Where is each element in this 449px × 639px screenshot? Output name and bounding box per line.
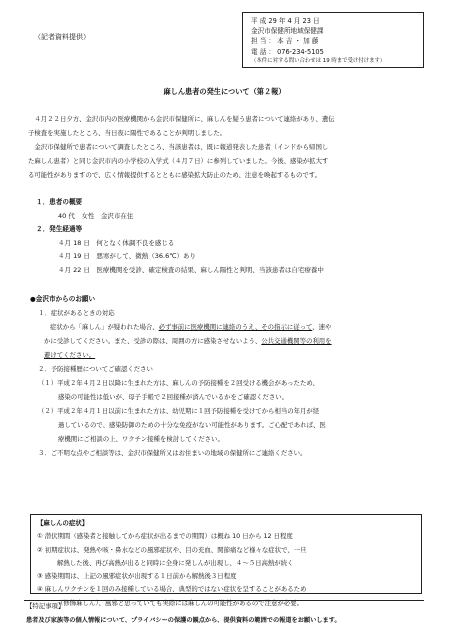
progress-item — [36, 237, 426, 251]
request-s3-line: ３．ご不明な点やご相談等は、金沢市保健所又はお住まいの地域の保健所にご連絡ください。 — [38, 449, 307, 457]
intro-line: ４月２２日夕方、金沢市内の医療機関から金沢市保健所に、麻しんを疑う患者について連絡があり、遺伝 — [34, 115, 335, 123]
release-date: 平 成 29 年 4 月 23 日 — [251, 17, 320, 25]
request-text: かに受診してください。また、受診の際は、周囲の方に感染させないよう、 — [44, 337, 262, 345]
request-s1-line — [30, 320, 422, 334]
contact-note: （本件に対する問い合わせは 19 時まで受け付けます） — [251, 57, 386, 64]
request-s2-line: （２）平成２年４月１日以前に生まれた方は、幼児期に１回予防接種を受けてから相当の年月が経 — [38, 407, 320, 415]
measles-heading: 【麻しんの症状】 — [37, 519, 89, 527]
contact-office: 金沢市保健所地域保健課 — [251, 27, 324, 36]
request-emphasis: 公共交通機関等の利用を — [261, 337, 332, 345]
special-notes-heading: 【特記事項】 — [26, 602, 65, 610]
special-notes-text: 患者及び家族等の個人情報について、プライバシーの保護の観点から、提供資料の範囲での報道をお願いします。 — [26, 617, 341, 624]
intro-line: る可能性がありますので、広く情報提供するとともに感染拡大防止のため、注意を喚起するものです。 — [28, 171, 322, 179]
progress-heading: ２．発生経過等 — [36, 225, 83, 233]
progress-text: 悪寒がして、微熱（36.6℃）あり — [96, 252, 197, 260]
patient-section — [36, 196, 426, 277]
progress-date: ４月 22 日 — [58, 265, 90, 274]
request-s2-line: 療機関にご相談の上、ワクチン接種を検討してください。 — [58, 435, 224, 443]
symptom-item-cont: 解熱した後、再び高熱が出ると同時に全身に発しんが出現し、４～５日高熱が続く — [57, 558, 294, 567]
contact-box — [242, 12, 424, 68]
request-s2-heading: ２．予防接種歴についてご確認ください — [38, 365, 153, 373]
request-s2-line: （１）平成２年４月２日以降に生まれた方は、麻しんの予防接種を２回受ける機会があったため、 — [38, 379, 319, 387]
progress-date: ４月 19 日 — [58, 252, 90, 260]
patient-summary: 40 代 女性 金沢市在住 — [58, 211, 134, 220]
press-release-tag: （記者資料提供） — [34, 33, 90, 41]
notes-divider — [24, 600, 424, 601]
request-s1-line — [30, 334, 422, 348]
progress-text: 何となく体調不良を感じる — [96, 238, 175, 247]
city-request-section — [30, 292, 422, 460]
request-s1-line: 避けてください。 — [44, 351, 96, 359]
symptom-item: ④ 麻しんワクチンを１回のみ接種している場合、典型的ではない症状を呈することがあるため — [37, 585, 307, 594]
symptom-item: ② 初期症状は、発熱や咳・鼻水などの風邪症状や、目の充血、関節痛など様々な症状で、一旦 — [37, 545, 307, 554]
contact-phone: 電 話 ： 076-234-5105 — [251, 47, 324, 56]
request-heading: ●金沢市からのお願い — [30, 295, 96, 303]
document-title: 麻しん患者の発生について（第２報） — [163, 87, 286, 96]
request-s1-heading: １．症状があるときの対応 — [38, 309, 115, 317]
request-emphasis: 必ず事前に医療機関に連絡のうえ、その指示に従って — [158, 323, 313, 331]
intro-line: 子検査を実施したところ、当日夜に陽性であることが判明しました。 — [28, 129, 227, 137]
symptom-item-cont: （修飾麻しん）、風邪と思っていても実際には麻しんの可能性があるので注意が必要。 — [57, 598, 304, 607]
request-s2-line: 過しているので、感染防御のための十分な免疫がない可能性があります。ご心配であれば、医 — [58, 421, 326, 429]
progress-date: ４月 18 日 — [58, 238, 90, 247]
progress-item — [36, 250, 426, 264]
contact-staff: 担 当 ： 本 吉 ・ 加 藤 — [251, 37, 319, 46]
request-text: 、速や — [312, 323, 332, 331]
request-s2-line: 感染の可能性は低いが、母子手帳で２回接種が済んでいるかをご確認ください。 — [58, 393, 289, 401]
intro-line: た麻しん患者）と同じ金沢市内の小学校の入学式（４月７日）に参列していました。今後、感染が拡大す — [28, 157, 329, 165]
intro-line: 金沢市保健所で患者について調査したところ、当該患者は、既に報道発表した患者（インドから帰国し — [34, 143, 329, 151]
request-text: 症状から「麻しん」が疑われた場合、 — [50, 323, 159, 331]
progress-item — [36, 264, 426, 278]
symptom-item: ③ 感染期間は、上記の風邪症状が出現する１日前から解熱後３日程度 — [37, 572, 237, 581]
intro-paragraphs — [28, 112, 420, 182]
progress-text: 医療機関を受診、確定検査の結果、麻しん陽性と判明、当該患者は自宅療養中 — [96, 265, 324, 274]
symptom-item: ① 潜伏期間（感染者と接触してから症状が出るまでの期間）は概ね 10 日から 12 日程度 — [37, 532, 293, 541]
patient-heading: １．患者の概要 — [36, 198, 83, 206]
